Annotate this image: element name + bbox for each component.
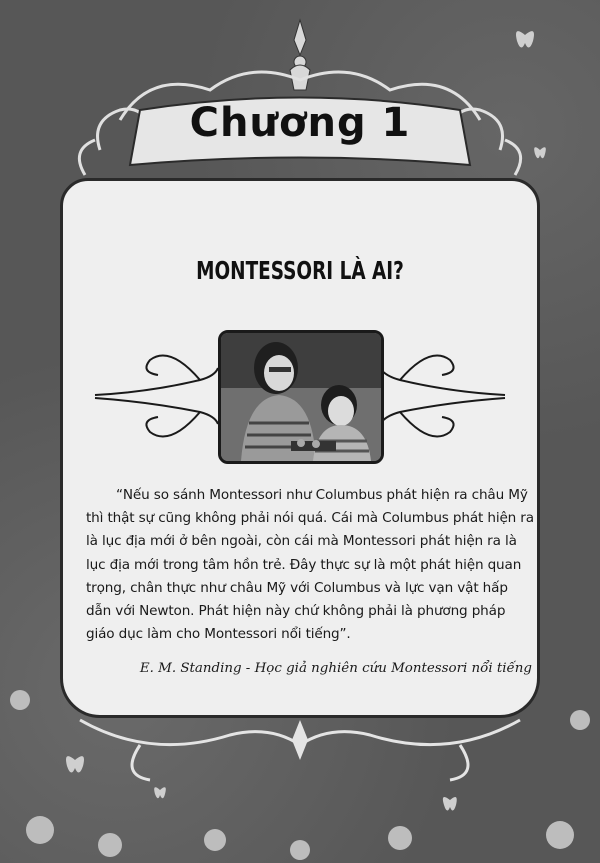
chapter-title: Chương 1 [189,100,411,146]
quote-attribution: E. M. Standing - Học giả nghiên cứu Montessori nổi tiếng [139,661,532,676]
photo-woman-and-child-icon [221,333,381,461]
section-title: MONTESSORI LÀ AI? [196,256,404,285]
quote-block [86,484,534,646]
quote-text: “Nếu so sánh Montessori như Columbus phát hiện ra châu Mỹ thì thật sự cũng không phải nói quá. Cái mà Columbus phát hiện ra là lục địa mới ở bên ngoài, còn cái mà Montessori phát hiện ra là lục địa mới trong tâm hồn trẻ. Đây thực sự là một phát hiện quan trọng, chân thực như châu Mỹ với Columbus và lực vạn vật hấp dẫn với Newton. Phát hiện này chứ không phải là phương pháp giáo dục làm cho Montessori nổi tiếng”. [86,487,534,643]
photo-frame [218,330,384,464]
